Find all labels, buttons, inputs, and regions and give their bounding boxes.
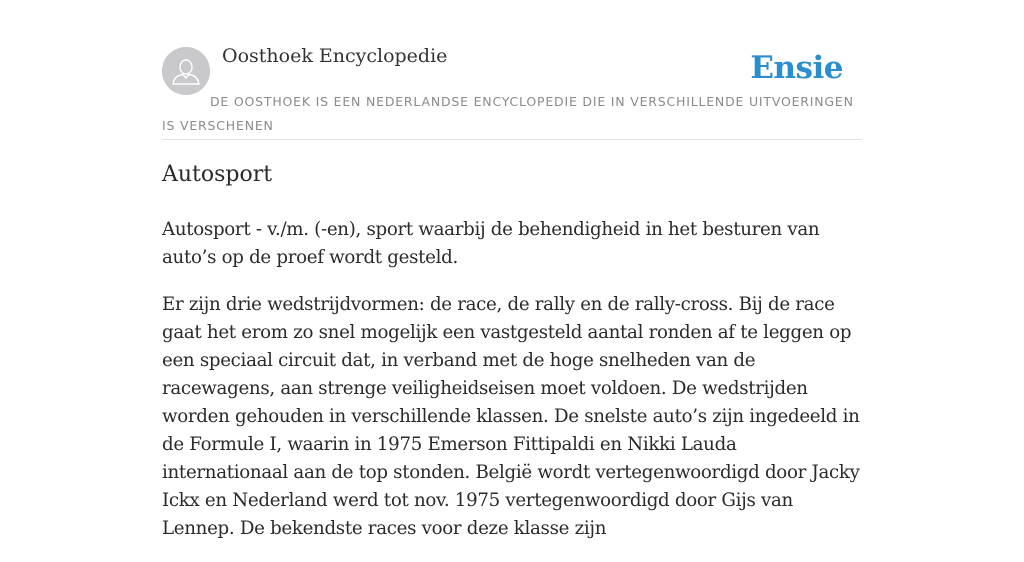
header (162, 0, 862, 140)
content-column (162, 0, 862, 539)
avatar[interactable] (162, 47, 210, 95)
user-silhouette-icon (162, 47, 210, 95)
article-paragraph: Autosport - v./m. (-en), sport waarbij de behendigheid in het besturen van auto’s op de proef wordt gesteld. (162, 219, 820, 268)
publisher-tagline: DE OOSTHOEK IS EEN NEDERLANDSE ENCYCLOPEDIE DIE IN VERSCHILLENDE UITVOERINGEN IS VERSCHENEN (162, 94, 854, 133)
article-paragraph: Er zijn drie wedstrijdvormen: de race, de rally en de rally-cross. Bij de race gaat het erom zo snel mogelijk een vastgesteld aantal ronden af te leggen op een speciaal circuit dat, in verband met de hoge snelheden van de racewagens, aan strenge veiligheidseisen moet voldoen. De wedstrijden worden gehouden in verschillende klassen. De snelste auto’s zijn ingedeeld in de Formule I, waarin in 1975 Emerson Fittipaldi en Nikki Lauda internationaal aan de top stonden. België wordt vertegenwoordigd door Jacky Ickx en Nederland werd tot nov. 1975 vertegenwoordigd door Gijs van Lennep. De bekendste races voor deze klasse zijn (162, 294, 860, 539)
article-body (162, 216, 862, 562)
article-title: Autosport (162, 162, 273, 187)
publisher-name[interactable]: Oosthoek Encyclopedie (222, 45, 448, 67)
brand-logo[interactable]: Ensie (750, 50, 843, 86)
